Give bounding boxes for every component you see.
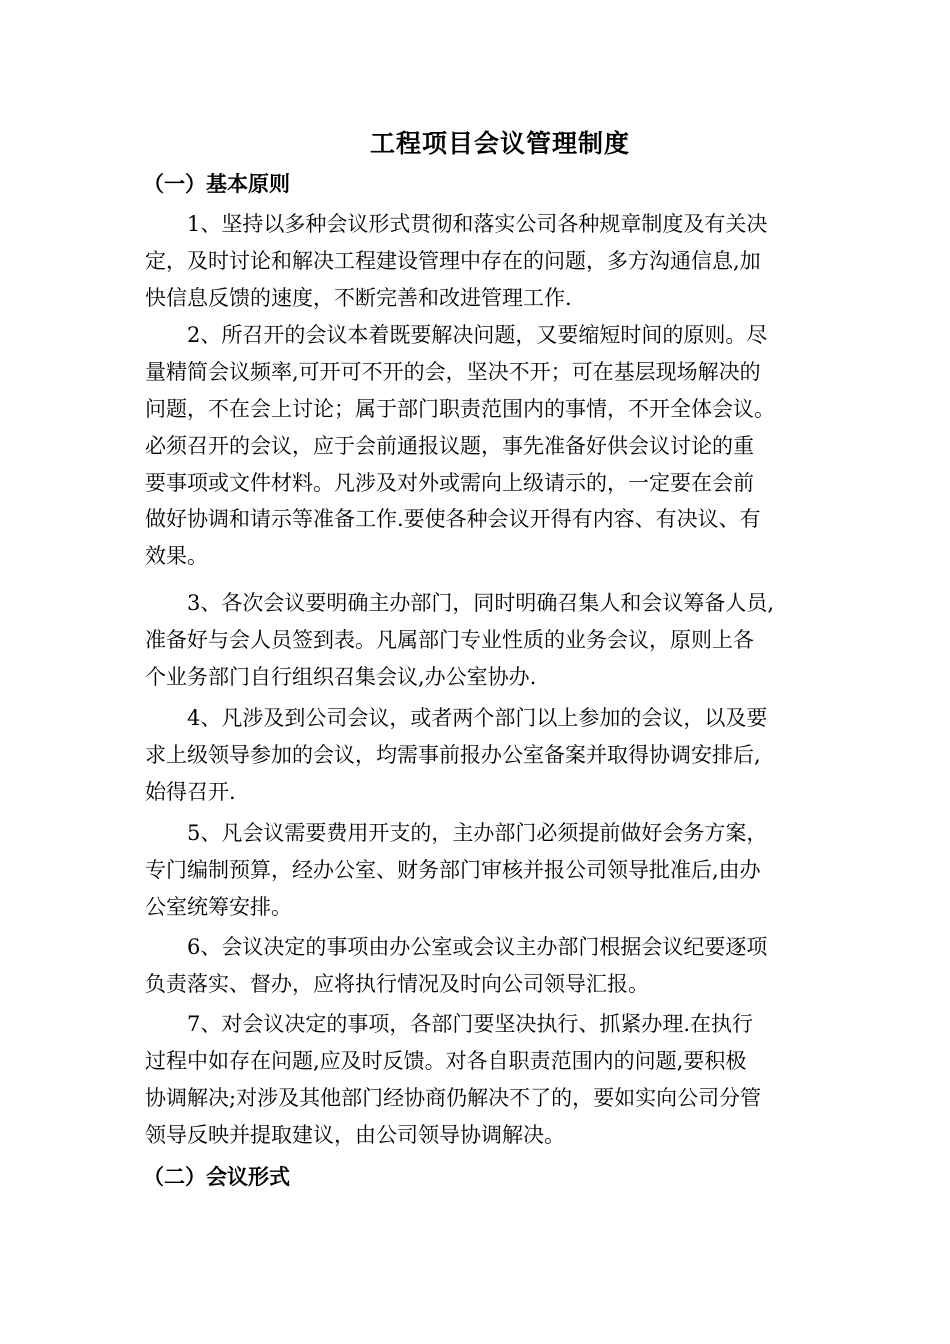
paragraph-3 — [145, 585, 805, 696]
paragraph-line: 5、凡会议需要费用开支的，主办部门必须提前做好会务方案， — [187, 821, 768, 845]
paragraph-5 — [145, 815, 805, 926]
paragraph-7 — [145, 1006, 805, 1154]
paragraph-line: 效果。 — [145, 544, 208, 569]
paragraph-line: 1、坚持以多种会议形式贯彻和落实公司各种规章制度及有关决 — [187, 212, 768, 236]
paragraph-line: 定，及时讨论和解决工程建设管理中存在的问题，多方沟通信息,加 — [145, 248, 761, 273]
paragraph-line: 问题，不在会上讨论；属于部门职责范围内的事情，不开全体会议。 — [145, 396, 775, 421]
section-heading-basic-principles: （一）基本原则 — [143, 171, 290, 196]
paragraph-6 — [145, 929, 805, 1003]
paragraph-line: 快信息反馈的速度，不断完善和改进管理工作. — [145, 285, 572, 310]
paragraph-line: 4、凡涉及到公司会议，或者两个部门以上参加的会议，以及要 — [187, 706, 768, 730]
section-heading-meeting-forms: （二）会议形式 — [143, 1164, 290, 1189]
paragraph-line: 3、各次会议要明确主办部门，同时明确召集人和会议筹备人员, — [187, 591, 775, 615]
paragraph-line: 做好协调和请示等准备工作.要使各种会议开得有内容、有决议、有 — [145, 507, 761, 532]
paragraph-line: 准备好与会人员签到表。凡属部门专业性质的业务会议，原则上各 — [145, 627, 754, 652]
paragraph-line: 公室统筹安排。 — [145, 894, 292, 919]
paragraph-line: 领导反映并提取建议，由公司领导协调解决。 — [145, 1122, 565, 1147]
paragraph-2 — [145, 317, 805, 575]
paragraph-line: 负责落实、督办，应将执行情况及时向公司领导汇报。 — [145, 971, 649, 996]
paragraph-line: 6、会议决定的事项由办公室或会议主办部门根据会议纪要逐项 — [187, 935, 768, 959]
paragraph-line: 求上级领导参加的会议，均需事前报办公室备案并取得协调安排后, — [145, 742, 761, 767]
paragraph-line: 量精简会议频率,可开可不开的会，坚决不开；可在基层现场解决的 — [145, 359, 761, 384]
document-title: 工程项目会议管理制度 — [369, 129, 630, 158]
paragraph-line: 2、所召开的会议本着既要解决问题，又要缩短时间的原则。尽 — [187, 323, 768, 347]
paragraph-1 — [145, 206, 805, 317]
paragraph-4 — [145, 700, 805, 811]
paragraph-line: 7、对会议决定的事项，各部门要坚决执行、抓紧办理.在执行 — [187, 1012, 754, 1036]
paragraph-line: 过程中如存在问题,应及时反馈。对各自职责范围内的问题,要积极 — [145, 1048, 747, 1073]
paragraph-line: 协调解决;对涉及其他部门经协商仍解决不了的，要如实向公司分管 — [145, 1085, 762, 1110]
paragraph-line: 个业务部门自行组织召集会议,办公室协办. — [145, 664, 537, 689]
paragraph-line: 始得召开. — [145, 779, 236, 804]
paragraph-line: 专门编制预算，经办公室、财务部门审核并报公司领导批准后,由办 — [145, 857, 761, 882]
paragraph-line: 必须召开的会议，应于会前通报议题，事先准备好供会议讨论的重 — [145, 433, 754, 458]
paragraph-line: 要事项或文件材料。凡涉及对外或需向上级请示的，一定要在会前 — [145, 470, 754, 495]
